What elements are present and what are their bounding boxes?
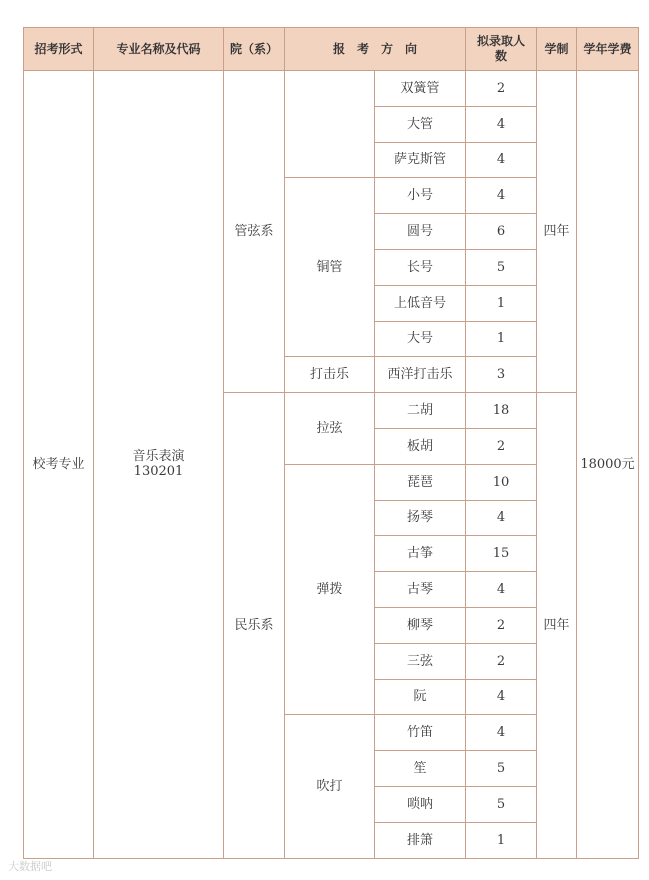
quota-cell: 10: [466, 464, 537, 500]
group-cell: 拉弦: [285, 393, 375, 465]
dept-cell: 管弦系: [224, 71, 285, 393]
quota-cell: 15: [466, 536, 537, 572]
quota-cell: 1: [466, 321, 537, 357]
quota-cell: 1: [466, 822, 537, 858]
quota-cell: 6: [466, 214, 537, 250]
direction-cell: 柳琴: [375, 607, 466, 643]
table-row: [24, 71, 639, 107]
header-quota: 拟录取人数: [466, 28, 537, 71]
direction-cell: 阮: [375, 679, 466, 715]
header-major: 专业名称及代码: [94, 28, 224, 71]
direction-cell: 古琴: [375, 572, 466, 608]
quota-cell: 4: [466, 715, 537, 751]
header-mode: 招考形式: [24, 28, 94, 71]
direction-cell: 笙: [375, 751, 466, 787]
quota-cell: 5: [466, 751, 537, 787]
major-name: 音乐表演: [132, 449, 185, 465]
quota-cell: 4: [466, 572, 537, 608]
direction-cell: 西洋打击乐: [375, 357, 466, 393]
group-cell: 吹打: [285, 715, 375, 858]
direction-cell: 板胡: [375, 428, 466, 464]
major-cell: [94, 71, 224, 859]
quota-cell: 2: [466, 428, 537, 464]
quota-cell: 4: [466, 500, 537, 536]
quota-cell: 1: [466, 285, 537, 321]
table-body: [24, 71, 639, 859]
duration-cell: 四年: [537, 393, 577, 858]
direction-cell: 三弦: [375, 643, 466, 679]
quota-cell: 3: [466, 357, 537, 393]
admission-table: [23, 27, 639, 859]
header-dept: 院（系）: [224, 28, 285, 71]
major-code: 130201: [133, 464, 184, 480]
direction-cell: 圆号: [375, 214, 466, 250]
group-cell: 打击乐: [285, 357, 375, 393]
header-duration: 学制: [537, 28, 577, 71]
direction-cell: 排箫: [375, 822, 466, 858]
quota-cell: 18: [466, 393, 537, 429]
mode-cell: 校考专业: [24, 71, 94, 859]
quota-cell: 2: [466, 643, 537, 679]
direction-cell: 琵琶: [375, 464, 466, 500]
duration-cell: 四年: [537, 71, 577, 393]
header-fee: 学年学费: [577, 28, 639, 71]
quota-cell: 4: [466, 106, 537, 142]
direction-cell: 上低音号: [375, 285, 466, 321]
group-cell: [285, 71, 375, 178]
quota-cell: 4: [466, 142, 537, 178]
group-cell: 弹拨: [285, 464, 375, 715]
quota-cell: 4: [466, 178, 537, 214]
quota-cell: 5: [466, 249, 537, 285]
direction-cell: 萨克斯管: [375, 142, 466, 178]
direction-cell: 二胡: [375, 393, 466, 429]
group-cell: 铜管: [285, 178, 375, 357]
header-row: [24, 28, 639, 71]
direction-cell: 竹笛: [375, 715, 466, 751]
direction-cell: 小号: [375, 178, 466, 214]
quota-cell: 5: [466, 786, 537, 822]
direction-cell: 大管: [375, 106, 466, 142]
direction-cell: 扬琴: [375, 500, 466, 536]
direction-cell: 双簧管: [375, 71, 466, 107]
quota-cell: 4: [466, 679, 537, 715]
direction-cell: 唢呐: [375, 786, 466, 822]
dept-cell: 民乐系: [224, 393, 285, 858]
quota-cell: 2: [466, 607, 537, 643]
direction-cell: 古筝: [375, 536, 466, 572]
watermark-text: 大数据吧: [8, 860, 52, 873]
direction-cell: 大号: [375, 321, 466, 357]
header-direction: 报 考 方 向: [285, 28, 466, 71]
quota-cell: 2: [466, 71, 537, 107]
direction-cell: 长号: [375, 249, 466, 285]
fee-cell: 18000元: [577, 71, 639, 859]
